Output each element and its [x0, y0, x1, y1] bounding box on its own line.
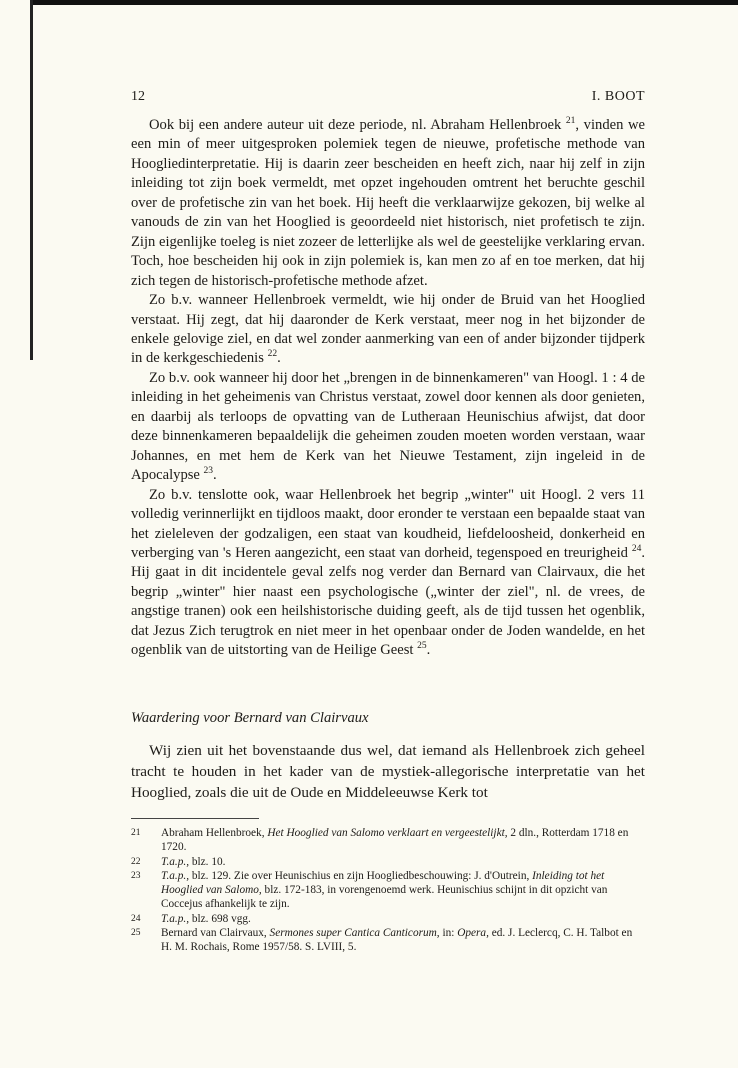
footnote-ref-24[interactable]: 24	[631, 544, 642, 555]
footnote-ref-23[interactable]: 23	[203, 466, 214, 477]
body-text	[131, 116, 645, 661]
footnote-ref-22[interactable]: 22	[267, 349, 278, 360]
scan-left-edge	[30, 0, 33, 360]
footnote-number: 22	[131, 856, 141, 867]
footnote-22: 22 T.a.p., blz. 10.	[131, 855, 226, 868]
paragraph-1: Ook bij een andere auteur uit deze periode, nl. Abraham Hellenbroek $^{21}$, vinden we een min of meer uitgesproken polemiek tegen de nieuwe, profetische methode van Hoogliedinterpretatie. Hij is daarin zeer bescheiden en heeft zich, naar hij zelf in zijn inleiding tot zijn boek vermeldt, met opzet ingehouden omtrent het beruchte geschil over de profetische zin van het boek. Hij heeft die verklaarwijze gekozen, bij welke al vanouds de zin van het Hooglied is geoordeeld niet historisch, niet profetisch te zijn. Zijn eigenlijke toeleg is niet zozeer de letterlijke als wel de geestelijke verklaring ervan. Toch, hoe bescheiden hij ook in zijn polemiek is, kan men zo af en toe merken, dat hij zich tegen de historisch-profetische methode afzet.	[131, 116, 646, 289]
paragraph-4: Zo b.v. tenslotte ook, waar Hellenbroek het begrip „winter" uit Hoogl. 2 vers 11 volledig verinnerlijkt en tijdloos maakt, door eronder te verstaan een bepaalde staat van het zieleleven der godzaligen, een staat van koudheid, liefdeloosheid, donkerheid en verberging van 's Heren aangezicht, een staat van dorheid, tegenspoed en treurigheid $^{24}$. Hij gaat in dit incidentele geval zelfs nog verder dan Bernard van Clairvaux, die het begrip „winter" hier naast een psychologische („winter der ziel", nl. de vrees, de angstige tranen) ook een heilshistorische duiding geeft, als de tijd tussen het ogenblik, dat Jezus Zich terugtrok en niet meer in het openbaar onder de Joden wandelde, en het ogenblik van de uitstorting van de Heilige Geest $^{25}$.	[131, 486, 645, 659]
section-heading: Waardering voor Bernard van Clairvaux	[131, 710, 369, 726]
page-number: 12	[131, 89, 145, 104]
footnote-23: 23 T.a.p., blz. 129. Zie over Heunischius en zijn Hoogliedbeschouwing: J. d'Outrein, Inleiding tot het Hooglied van Salomo, blz. 172-183, in vorengenoemd werk. Heunischius schijnt in dit opzicht van Coccejus afhankelijk te zijn.	[131, 869, 608, 911]
section-paragraph: Wij zien uit het bovenstaande dus wel, dat iemand als Hellenbroek zich geheel tracht te houden in het kader van de mystiek-allegorische interpretatie van het Hooglied, zoals die uit de Oude en Middeleeuwse Kerk tot	[131, 742, 645, 801]
footnote-ref-25[interactable]: 25	[417, 641, 427, 652]
paragraph-3: Zo b.v. ook wanneer hij door het „brengen in de binnenkameren" van Hoogl. 1 : 4 de inleiding in het geheimenis van Christus verstaat, zowel door kennen als door genieten, en daarbij als terloops de opvatting van de Lutheraan Heunischius afwijst, dat door deze binnenkameren bepaaldelijk die geheimen zouden moeten worden verstaan, waar Johannes, en met hem de Kerk van het Nieuwe Testament, zijn ingeleid in de Apocalypse $^{23}$.	[131, 369, 645, 484]
footnote-number: 21	[131, 828, 141, 838]
footnotes	[131, 826, 645, 955]
footnote-25: 25 Bernard van Clairvaux, Sermones super Cantica Canticorum, in: Opera, ed. J. Leclercq, C. H. Talbot en H. M. Rochais, Rome 1957/58. S. LVIII, 5.	[131, 927, 633, 954]
footnote-24: 24 T.a.p., blz. 698 vgg.	[131, 912, 251, 925]
section-text	[131, 741, 645, 803]
running-head: I. BOOT	[591, 89, 645, 104]
footnote-divider	[131, 818, 259, 819]
scan-top-edge	[30, 0, 738, 5]
footnote-number: 23	[131, 870, 141, 881]
footnote-21: 21 Abraham Hellenbroek, Het Hooglied van Salomo verklaart en vergeestelijkt, 2 dln., Rotterdam 1718 en 1720.	[131, 827, 629, 854]
paragraph-2: Zo b.v. wanneer Hellenbroek vermeldt, wie hij onder de Bruid van het Hooglied verstaat. Hij zegt, dat hij daaronder de Kerk verstaat, meer nog in het bijzonder de enkele gelovige ziel, en dat wel zonder aanmerking van een of ander bijzonder tijdperk in de kerkgeschiedenis $^{22}$.	[131, 292, 645, 367]
footnote-number: 25	[131, 928, 141, 939]
footnote-number: 24	[131, 913, 141, 924]
footnote-ref-21[interactable]: 21	[565, 116, 576, 127]
